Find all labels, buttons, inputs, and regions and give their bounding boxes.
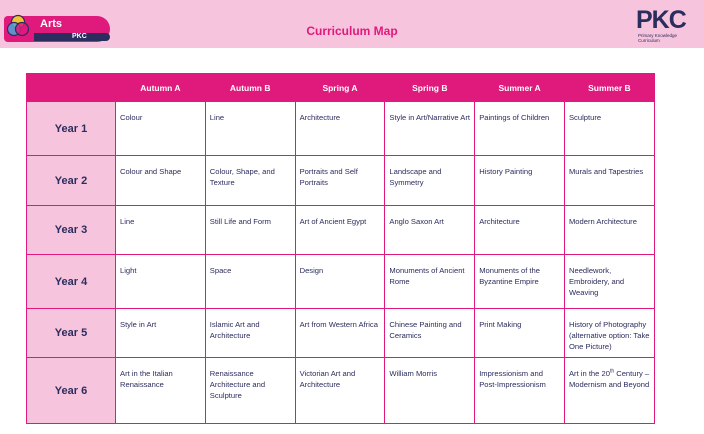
table-cell: Impressionism and Post-Impressionism xyxy=(475,358,565,424)
table-cell: Print Making xyxy=(475,309,565,358)
year-label: Year 1 xyxy=(27,102,116,156)
page-title: Curriculum Map xyxy=(306,24,398,38)
table-cell: Architecture xyxy=(295,102,385,156)
table-cell: Colour and Shape xyxy=(116,156,206,206)
column-header: Spring A xyxy=(295,74,385,102)
year-label: Year 2 xyxy=(27,156,116,206)
table-row xyxy=(27,255,655,309)
org-label: PKC xyxy=(72,33,87,40)
table-cell: Modern Architecture xyxy=(564,206,654,255)
table-cell: Portraits and Self Portraits xyxy=(295,156,385,206)
year-label: Year 3 xyxy=(27,206,116,255)
header-row xyxy=(27,74,655,102)
table-cell: Line xyxy=(116,206,206,255)
table-row xyxy=(27,309,655,358)
table-cell: Chinese Painting and Ceramics xyxy=(385,309,475,358)
table-cell: Style in Art xyxy=(116,309,206,358)
table-row xyxy=(27,102,655,156)
corner-cell xyxy=(27,74,116,102)
table-cell: Needlework, Embroidery, and Weaving xyxy=(564,255,654,309)
table-cell: Line xyxy=(205,102,295,156)
table-cell: Sculpture xyxy=(564,102,654,156)
table-cell: Paintings of Children xyxy=(475,102,565,156)
table-cell: Colour, Shape, and Texture xyxy=(205,156,295,206)
subject-label: Arts xyxy=(40,18,63,30)
table-cell: William Morris xyxy=(385,358,475,424)
table-cell: Colour xyxy=(116,102,206,156)
column-header: Summer A xyxy=(475,74,565,102)
brand-tagline-2: Curriculum xyxy=(638,38,660,43)
table-cell: Design xyxy=(295,255,385,309)
year-label: Year 6 xyxy=(27,358,116,424)
table-cell: Light xyxy=(116,255,206,309)
page-header xyxy=(0,0,704,48)
year-label: Year 5 xyxy=(27,309,116,358)
table-cell: Anglo Saxon Art xyxy=(385,206,475,255)
table-cell: Still Life and Form xyxy=(205,206,295,255)
cell-text-end: Century – Modernism and Beyond xyxy=(568,369,650,389)
column-header: Summer B xyxy=(564,74,654,102)
curriculum-table xyxy=(26,73,655,424)
column-header: Autumn B xyxy=(205,74,295,102)
table-row xyxy=(27,358,655,424)
table-cell: Art from Western Africa xyxy=(295,309,385,358)
table-cell: Islamic Art and Architecture xyxy=(205,309,295,358)
brand-name: PKC xyxy=(636,6,686,34)
table-cell: History Painting xyxy=(475,156,565,206)
table-row xyxy=(27,206,655,255)
ordinal-suffix: th xyxy=(609,368,615,375)
table-cell: Style in Art/Narrative Art xyxy=(385,102,475,156)
table-row xyxy=(27,156,655,206)
column-header: Spring B xyxy=(385,74,475,102)
table-cell xyxy=(564,358,654,424)
brand-tagline-1: Primary Knowledge xyxy=(638,33,678,38)
column-header: Autumn A xyxy=(116,74,206,102)
year-label: Year 4 xyxy=(27,255,116,309)
table-cell: History of Photography (alternative option: Take One Picture) xyxy=(564,309,654,358)
table-cell: Victorian Art and Architecture xyxy=(295,358,385,424)
table-cell: Art of Ancient Egypt xyxy=(295,206,385,255)
table-cell: Space xyxy=(205,255,295,309)
table-cell: Renaissance Architecture and Sculpture xyxy=(205,358,295,424)
pkc-logo xyxy=(636,7,702,47)
table-cell: Art in the Italian Renaissance xyxy=(116,358,206,424)
table-cell: Monuments of Ancient Rome xyxy=(385,255,475,309)
table-cell: Monuments of the Byzantine Empire xyxy=(475,255,565,309)
table-cell: Murals and Tapestries xyxy=(564,156,654,206)
cell-text-start: Art in the 20 xyxy=(568,369,610,378)
table-cell: Architecture xyxy=(475,206,565,255)
table-cell: Landscape and Symmetry xyxy=(385,156,475,206)
